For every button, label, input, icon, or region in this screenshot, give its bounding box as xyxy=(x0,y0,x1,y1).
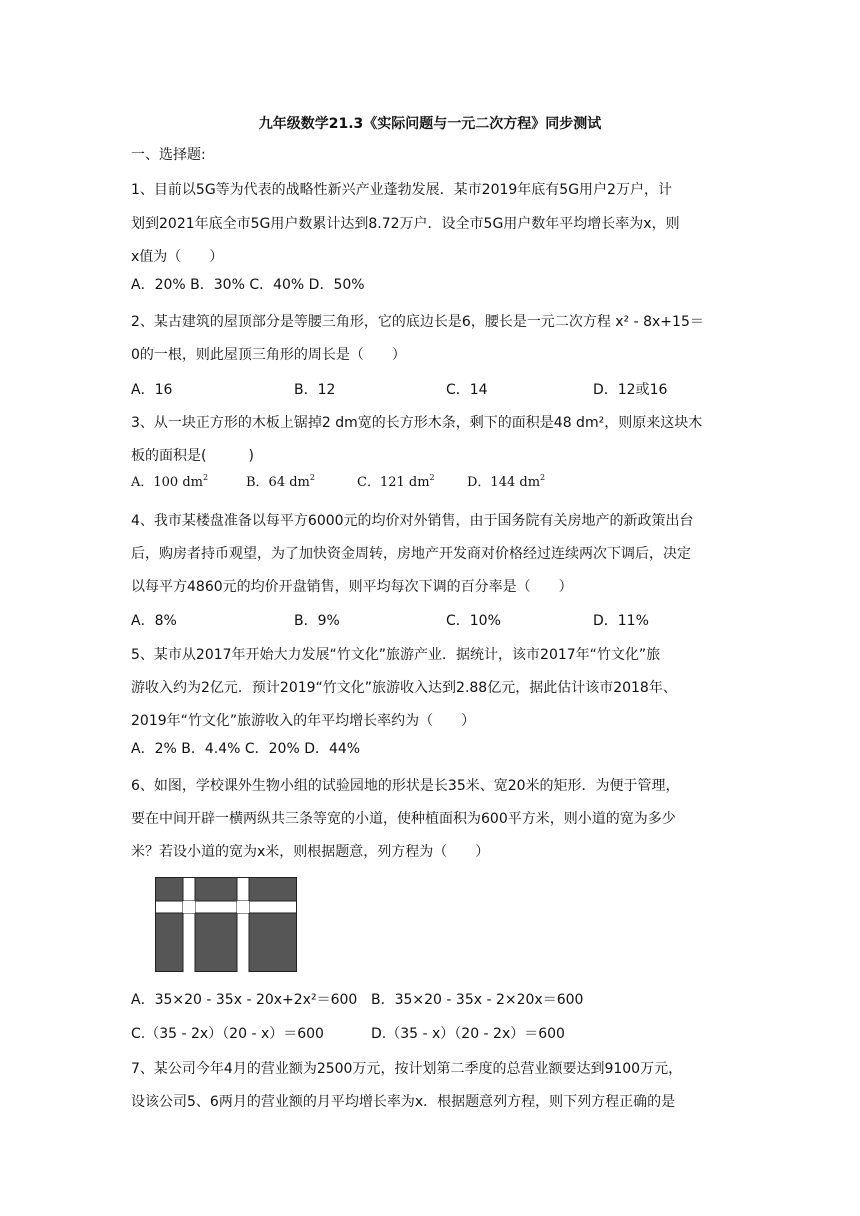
q4-option-b: B．9% xyxy=(294,613,340,629)
q6-line-2: 要在中间开辟一横两纵共三条等宽的小道，使种植面积为600平方米，则小道的宽为多少 xyxy=(131,811,676,827)
q2-option-d: D．12或16 xyxy=(593,382,668,398)
q2-option-b: B．12 xyxy=(294,382,336,398)
q7-line-2: 设该公司5、6两月的营业额的月平均增长率为x．根据题意列方程，则下列方程正确的是 xyxy=(131,1094,676,1110)
q7-line-1: 7、某公司今年4月的营业额为2500万元，按计划第二季度的总营业额要达到9100万元， xyxy=(131,1061,683,1077)
q6-line-3: 米？若设小道的宽为x米，则根据题意，列方程为（ ） xyxy=(131,844,490,860)
q2-option-a: A．16 xyxy=(131,382,173,398)
vertical-path-right xyxy=(237,878,249,972)
q4-line-3: 以每平方4860元的均价开盘销售，则平均每次下调的百分率是（ ） xyxy=(131,579,573,595)
q4-option-c: C．10% xyxy=(446,613,501,629)
q5-line-2: 游收入约为2亿元．预计2019“竹文化”旅游收入达到2.88亿元，据此估计该市2018年、 xyxy=(131,680,677,696)
q4-option-d: D．11% xyxy=(593,613,649,629)
q3-option-c: C．121 $dm^2$ xyxy=(357,473,435,490)
q2-line-1: 2、某古建筑的屋顶部分是等腰三角形，它的底边长是6，腰长是一元二次方程 x² - 8x+15＝ xyxy=(131,314,704,330)
q6-option-d: D.（35 - x）（20 - 2x）＝600 xyxy=(371,1026,565,1042)
horizontal-path xyxy=(156,901,296,913)
q1-options: A．20% B．30% C．40% D．50% xyxy=(131,277,365,293)
q4-option-a: A．8% xyxy=(131,613,177,629)
q5-line-1: 5、某市从2017年开始大力发展“竹文化”旅游产业．据统计，该市2017年“竹文化”旅 xyxy=(131,647,661,663)
q3-line-1: 3、从一块正方形的木板上锯掉2 dm宽的长方形木条，剩下的面积是48 dm²，则原来这块木 xyxy=(131,415,703,431)
q6-line-1: 6、如图，学校课外生物小组的试验园地的形状是长35米、宽20米的矩形．为便于管理， xyxy=(131,778,680,794)
q5-options: A．2% B．4.4% C．20% D．44% xyxy=(131,741,361,757)
q3-option-b: B．64 $dm^2$ xyxy=(246,473,315,490)
q1-line-3: x值为（ ） xyxy=(131,249,224,265)
q3-option-d: D．144 $dm^2$ xyxy=(467,473,546,490)
q6-option-a: A．35×20 - 35x - 20x+2x²＝600 xyxy=(131,992,358,1008)
q6-option-c: C.（35 - 2x）（20 - x）＝600 xyxy=(131,1026,324,1042)
section-heading: 一、选择题: xyxy=(131,147,206,163)
q4-line-2: 后，购房者持币观望，为了加快资金周转，房地产开发商对价格经过连续两次下调后，决定 xyxy=(131,546,691,562)
q3-option-a: A．100 $dm^2$ xyxy=(131,473,209,490)
q2-line-2: 0的一根，则此屋顶三角形的周长是（ ） xyxy=(131,347,406,363)
q2-option-c: C．14 xyxy=(446,382,488,398)
q3-line-2: 板的面积是( ) xyxy=(131,448,254,464)
q1-line-1: 1、目前以5G等为代表的战略性新兴产业蓬勃发展．某市2019年底有5G用户2万户，计 xyxy=(131,182,672,198)
q1-line-2: 划到2021年底全市5G用户数累计达到8.72万户．设全市5G用户数年平均增长率为x，则 xyxy=(131,216,680,232)
garden-plot-figure xyxy=(155,877,299,974)
q6-option-b: B．35×20 - 35x - 2×20x＝600 xyxy=(371,992,584,1008)
q5-line-3: 2019年“竹文化”旅游收入的年平均增长率约为（ ） xyxy=(131,713,476,729)
vertical-path-left xyxy=(183,878,195,972)
page-title: 九年级数学21.3《实际问题与一元二次方程》同步测试 xyxy=(258,116,602,132)
q4-line-1: 4、我市某楼盘准备以每平方6000元的均价对外销售，由于国务院有关房地产的新政策出台 xyxy=(131,513,694,529)
